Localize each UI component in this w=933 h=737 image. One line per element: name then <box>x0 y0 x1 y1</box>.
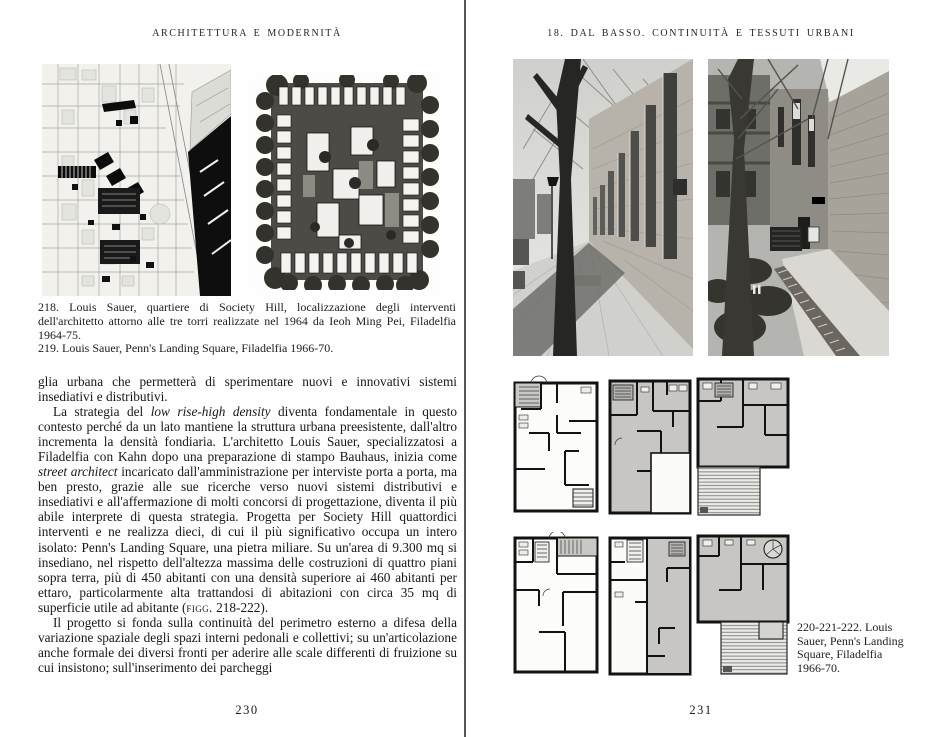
floor-plan-3 <box>695 375 791 518</box>
photo-220-street-view <box>513 59 693 356</box>
page-number-left: 230 <box>235 703 259 717</box>
caption-figure-218: 218. Louis Sauer, quartiere di Society Hill, localizzazione degli interventi dell'architetto attorno alle tre torri realizzate nel 1964 da Ieoh Ming Pei, Filadelfia 1964-75. <box>38 300 456 342</box>
running-head-right: 18. DAL BASSO. CONTINUITÀ E TESSUTI URBANI <box>547 28 855 39</box>
body-text-column <box>38 374 457 675</box>
figure-219-site-plan <box>255 75 440 290</box>
running-head-left: ARCHITETTURA E MODERNITÀ <box>152 28 342 39</box>
floor-plan-6 <box>695 532 791 681</box>
caption-figure-219: 219. Louis Sauer, Penn's Landing Square, Filadelfia 1966-70. <box>38 341 334 356</box>
page-divider-line <box>464 0 466 737</box>
street-photo-graphic <box>513 59 693 356</box>
floor-plan-1 <box>511 375 601 518</box>
body-paragraph-3: Il progetto si fonda sulla continuità del perimetro esterno a difesa della variazione spaziale degli spazi interni pedonali e collettivi; su un'articolazione anche formale dei diversi fronti per aderire alle scale differenti di fruizione su cui insistono; sull'inserimento dei parcheggi <box>38 614 457 675</box>
figure-captions-left <box>38 301 456 356</box>
photo-221-courtyard-view <box>708 59 889 356</box>
city-map-graphic <box>42 64 231 296</box>
floor-plan-5 <box>607 532 693 681</box>
body-paragraph-1: glia urbana che permetterà di sperimentare nuovi e innovativi sistemi insediativi e distributivi. <box>38 374 457 405</box>
floor-plan-4 <box>511 532 601 681</box>
courtyard-photo-graphic <box>708 59 889 356</box>
site-plan-graphic <box>255 75 440 290</box>
page-number-right: 231 <box>689 703 713 717</box>
floor-plan-2 <box>607 375 693 518</box>
caption-figures-220-222: 220-221-222. Louis Sauer, Penn's Landing Square, Filadelfia 1966-70. <box>797 620 904 675</box>
body-paragraph-2: La strategia del low rise-high density diventa fondamentale in questo contesto perché da un lato mantiene la struttura urbana preesistente, dall'altro incrementa la densità fondiaria. L'architetto Louis Sauer, specializzatosi a Filadelfia con Kahn dopo una preparazione di stampo Bauhaus, inizia come street architect incaricato dall'amministrazione per interviste porta a porta, ma ben presto, grazie alle sue ricerche verso nuovi sistemi distributivi e insediativi e all'affermazione di molti concorsi di progettazione, diventa il più abile interprete di questa strategia. Progetta per Society Hill quattordici interventi e ne realizza dieci, di cui il più significativo occupa un intero isolato: Penn's Landing Square, una pietra miliare. Su un'area di 9.300 mq si insediano, nel rispetto dell'altezza massima delle costruzioni di quattro piani sopra terra, più di 450 abitanti con una densità superiore ai 460 abitanti per ettaro, particolarmente alta trattandosi di abitazioni con circa 35 mq di superficie utile ad abitante (figg. 218-222). <box>38 404 457 615</box>
figure-218-city-map <box>42 64 231 296</box>
